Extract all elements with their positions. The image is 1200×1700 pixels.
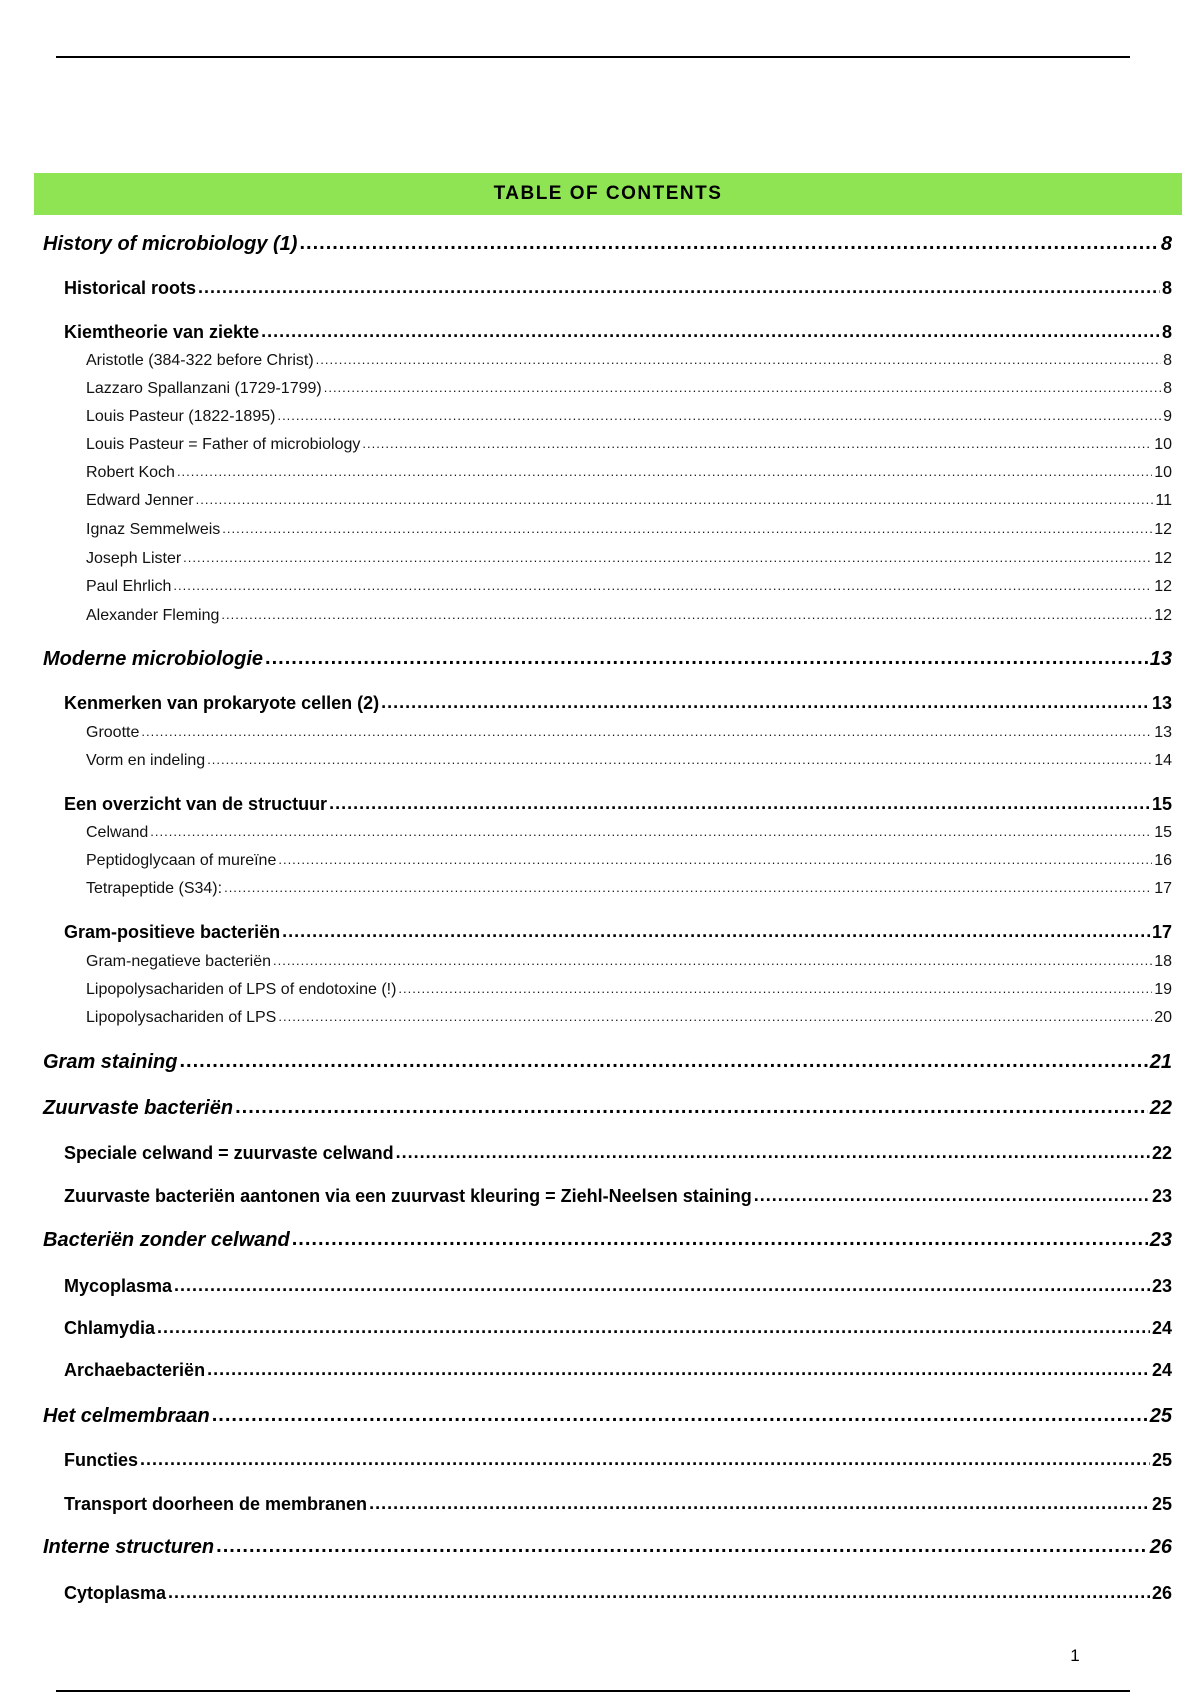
toc-entry[interactable] xyxy=(86,459,1172,487)
dot-leader xyxy=(362,430,1152,458)
toc-entry-label: Lipopolysachariden of LPS of endotoxine (!) xyxy=(86,981,397,998)
dot-leader xyxy=(212,1401,1148,1429)
toc-entry-page: 13 xyxy=(1149,648,1172,670)
dot-leader xyxy=(324,374,1161,402)
dot-leader xyxy=(292,1225,1148,1253)
toc-entry[interactable] xyxy=(86,1004,1172,1032)
toc-entry-page: 12 xyxy=(1154,521,1172,538)
toc-entry[interactable] xyxy=(86,819,1172,847)
toc-entry-label: Alexander Fleming xyxy=(86,607,220,624)
toc-entry-label: Edward Jenner xyxy=(86,492,194,509)
toc-entry-label: Ignaz Semmelweis xyxy=(86,521,221,538)
toc-entry-page: 8 xyxy=(1160,233,1172,255)
toc-entry[interactable] xyxy=(43,1094,1172,1122)
toc-entry-page: 20 xyxy=(1154,1009,1172,1026)
dot-leader xyxy=(282,917,1150,945)
toc-entry-label: Kiemtheorie van ziekte xyxy=(64,322,260,342)
toc-entry-label: Robert Koch xyxy=(86,464,175,481)
dot-leader xyxy=(150,818,1152,846)
toc-entry-page: 24 xyxy=(1151,1360,1172,1380)
toc-entry-label: Lazzaro Spallanzani (1729-1799) xyxy=(86,380,322,397)
toc-entry-page: 9 xyxy=(1163,408,1172,425)
toc-entry[interactable] xyxy=(64,318,1172,346)
dot-leader xyxy=(141,718,1152,746)
toc-entry-label: Het celmembraan xyxy=(43,1405,210,1427)
toc-entry-label: Gram staining xyxy=(43,1051,178,1073)
dot-leader xyxy=(173,572,1152,600)
dot-leader xyxy=(179,1047,1147,1075)
dot-leader xyxy=(222,515,1152,543)
toc-entry-page: 23 xyxy=(1151,1186,1172,1206)
toc-entry-label: Cytoplasma xyxy=(64,1583,167,1603)
toc-entry-page: 25 xyxy=(1149,1405,1172,1427)
toc-entry-page: 26 xyxy=(1151,1583,1172,1603)
toc-entry-label: Louis Pasteur (1822-1895) xyxy=(86,408,276,425)
toc-entry-label: Peptidoglycaan of mureïne xyxy=(86,852,277,869)
toc-entry-label: Transport doorheen de membranen xyxy=(64,1494,368,1514)
toc-entry[interactable] xyxy=(43,645,1172,673)
toc-entry-page: 22 xyxy=(1151,1143,1172,1163)
toc-entry-label: Tetrapeptide (S34): xyxy=(86,880,223,897)
toc-entry-label: Zuurvaste bacteriën aantonen via een zuurvast kleuring = Ziehl-Neelsen staining xyxy=(64,1186,752,1206)
toc-entry[interactable] xyxy=(86,948,1172,976)
dot-leader xyxy=(299,229,1158,257)
toc-entry-page: 12 xyxy=(1154,550,1172,567)
dot-leader xyxy=(273,947,1152,975)
dot-leader xyxy=(278,846,1152,874)
toc-entry-label: Speciale celwand = zuurvaste celwand xyxy=(64,1143,394,1163)
toc-entry[interactable] xyxy=(64,1272,1172,1300)
toc-entry-page: 19 xyxy=(1154,981,1172,998)
toc-entry-label: Interne structuren xyxy=(43,1536,215,1558)
toc-entry[interactable] xyxy=(64,1356,1172,1384)
toc-entry-label: Zuurvaste bacteriën xyxy=(43,1097,234,1119)
dot-leader xyxy=(198,273,1160,301)
toc-entry[interactable] xyxy=(64,1139,1172,1167)
toc-entry-page: 11 xyxy=(1155,492,1172,509)
toc-entry-page: 13 xyxy=(1151,693,1172,713)
toc-entry-page: 15 xyxy=(1154,824,1172,841)
dot-leader xyxy=(398,975,1152,1003)
toc-entry[interactable] xyxy=(86,431,1172,459)
dot-leader xyxy=(207,1355,1150,1383)
toc-entry[interactable] xyxy=(64,1314,1172,1342)
toc-entry-label: Gram-positieve bacteriën xyxy=(64,922,281,942)
toc-entry[interactable] xyxy=(64,918,1172,946)
toc-entry[interactable] xyxy=(86,847,1172,875)
dot-leader xyxy=(754,1181,1150,1209)
toc-entry[interactable] xyxy=(86,602,1172,630)
toc-entry-label: Functies xyxy=(64,1450,139,1470)
toc-entry-label: Vorm en indeling xyxy=(86,752,206,769)
footer-rule xyxy=(56,1690,1130,1692)
dot-leader xyxy=(140,1445,1150,1473)
toc-entry-page: 26 xyxy=(1149,1536,1172,1558)
toc-entry[interactable] xyxy=(43,1048,1172,1076)
toc-entry[interactable] xyxy=(43,1226,1172,1254)
toc-entry-label: Louis Pasteur = Father of microbiology xyxy=(86,436,361,453)
toc-entry-page: 8 xyxy=(1161,278,1172,298)
toc-entry[interactable] xyxy=(64,1446,1172,1474)
dot-leader xyxy=(177,458,1152,486)
toc-entry-page: 16 xyxy=(1154,852,1172,869)
toc-heading: TABLE OF CONTENTS xyxy=(493,183,723,204)
toc-entry-page: 10 xyxy=(1154,436,1172,453)
toc-entry-label: Lipopolysachariden of LPS xyxy=(86,1009,277,1026)
toc-entry-page: 25 xyxy=(1151,1450,1172,1470)
toc-entry-label: History of microbiology (1) xyxy=(43,233,298,255)
dot-leader xyxy=(174,1271,1150,1299)
dot-leader xyxy=(183,544,1152,572)
toc-entry[interactable] xyxy=(86,516,1172,544)
toc-entry-page: 10 xyxy=(1154,464,1172,481)
toc-entry[interactable] xyxy=(64,1579,1172,1607)
toc-entry-page: 17 xyxy=(1151,922,1172,942)
toc-entry[interactable] xyxy=(86,875,1172,903)
page-number: 1 xyxy=(1070,1646,1080,1665)
toc-entry[interactable] xyxy=(86,545,1172,573)
dot-leader xyxy=(329,789,1150,817)
toc-entry-page: 13 xyxy=(1154,724,1172,741)
toc-entry[interactable] xyxy=(86,573,1172,601)
dot-leader xyxy=(235,1093,1148,1121)
toc-entry[interactable] xyxy=(43,1533,1172,1561)
dot-leader xyxy=(196,486,1154,514)
toc-entry-label: Aristotle (384-322 before Christ) xyxy=(86,352,314,369)
toc-entry[interactable] xyxy=(64,689,1172,717)
dot-leader xyxy=(316,346,1161,374)
toc-entry[interactable] xyxy=(43,1402,1172,1430)
toc-entry-label: Chlamydia xyxy=(64,1318,156,1338)
toc-entry-page: 24 xyxy=(1151,1318,1172,1338)
toc-entry-page: 25 xyxy=(1151,1494,1172,1514)
toc-entry[interactable] xyxy=(86,347,1172,375)
toc-entry-page: 18 xyxy=(1154,953,1172,970)
toc-entry-label: Moderne microbiologie xyxy=(43,648,264,670)
toc-entry-label: Grootte xyxy=(86,724,140,741)
dot-leader xyxy=(157,1313,1150,1341)
toc-entry-label: Bacteriën zonder celwand xyxy=(43,1229,290,1251)
toc-entry-page: 21 xyxy=(1149,1051,1172,1073)
toc-entry-label: Joseph Lister xyxy=(86,550,182,567)
toc-entry-page: 15 xyxy=(1151,794,1172,814)
toc-entry-label: Celwand xyxy=(86,824,149,841)
toc-entry[interactable] xyxy=(86,487,1172,515)
toc-entry[interactable] xyxy=(64,1490,1172,1518)
toc-entry[interactable] xyxy=(86,747,1172,775)
toc-entry-page: 12 xyxy=(1154,578,1172,595)
toc-entry-page: 17 xyxy=(1154,880,1172,897)
dot-leader xyxy=(369,1489,1150,1517)
toc-entry-label: Een overzicht van de structuur xyxy=(64,794,328,814)
toc-entry[interactable] xyxy=(64,274,1172,302)
toc-entry-page: 8 xyxy=(1163,380,1172,397)
toc-entry[interactable] xyxy=(43,230,1172,258)
toc-entry-page: 22 xyxy=(1149,1097,1172,1119)
toc-entry-page: 8 xyxy=(1161,322,1172,342)
toc-entry[interactable] xyxy=(86,375,1172,403)
toc-entry[interactable] xyxy=(64,790,1172,818)
dot-leader xyxy=(261,317,1160,345)
dot-leader xyxy=(381,688,1150,716)
toc-entry[interactable] xyxy=(64,1182,1172,1210)
toc-entry-label: Historical roots xyxy=(64,278,197,298)
toc-entry-page: 14 xyxy=(1154,752,1172,769)
toc-entry-label: Kenmerken van prokaryote cellen (2) xyxy=(64,693,380,713)
toc-entry[interactable] xyxy=(86,976,1172,1004)
dot-leader xyxy=(396,1138,1150,1166)
dot-leader xyxy=(216,1532,1148,1560)
toc-entry-page: 12 xyxy=(1154,607,1172,624)
toc-entry-page: 23 xyxy=(1149,1229,1172,1251)
dot-leader xyxy=(168,1578,1150,1606)
toc-entry-label: Paul Ehrlich xyxy=(86,578,172,595)
toc-entry[interactable] xyxy=(86,403,1172,431)
dot-leader xyxy=(278,1003,1152,1031)
dot-leader xyxy=(277,402,1161,430)
dot-leader xyxy=(265,644,1148,672)
dot-leader xyxy=(221,601,1152,629)
toc-entry-label: Archaebacteriën xyxy=(64,1360,206,1380)
toc-entry-page: 23 xyxy=(1151,1276,1172,1296)
dot-leader xyxy=(207,746,1152,774)
toc-entry-label: Gram-negatieve bacteriën xyxy=(86,953,271,970)
toc-entry-label: Mycoplasma xyxy=(64,1276,173,1296)
toc-entry[interactable] xyxy=(86,719,1172,747)
dot-leader xyxy=(224,874,1152,902)
toc-entry-page: 8 xyxy=(1163,352,1172,369)
